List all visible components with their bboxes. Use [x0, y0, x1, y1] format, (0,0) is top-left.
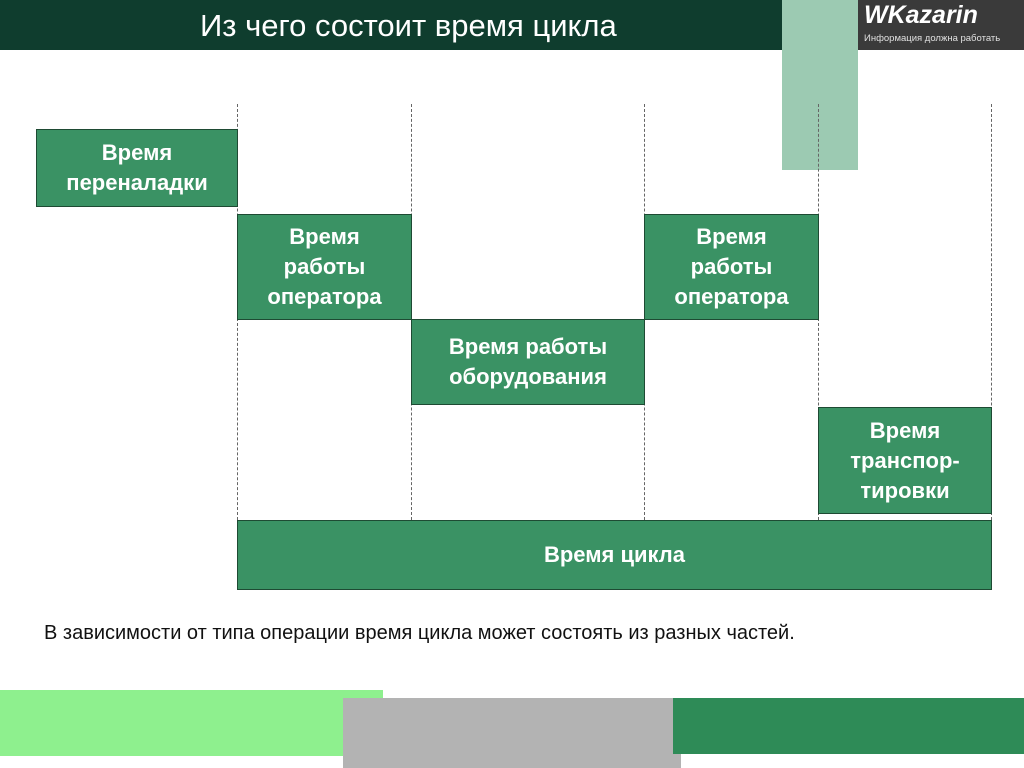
accent-column	[782, 0, 858, 170]
operator-time-block-1: Время работы оператора	[237, 214, 412, 320]
transport-time-block: Время транспор- тировки	[818, 407, 992, 514]
brand-name: WKazarin	[864, 1, 978, 29]
brand-tagline: Информация должна работать	[864, 33, 1001, 44]
footer-bar-gray	[343, 698, 681, 768]
brand-logo	[858, 0, 1024, 50]
equipment-time-block: Время работы оборудования	[411, 319, 645, 405]
footer-bar-green	[673, 698, 1024, 754]
caption: В зависимости от типа операции время цикла может состоять из разных частей.	[44, 622, 795, 644]
cycle-time-block: Время цикла	[237, 520, 992, 590]
setup-time-block: Время переналадки	[36, 129, 238, 207]
slide-title: Из чего состоит время цикла	[200, 8, 617, 43]
operator-time-block-2: Время работы оператора	[644, 214, 819, 320]
footer-bar-lightgreen	[0, 690, 383, 756]
